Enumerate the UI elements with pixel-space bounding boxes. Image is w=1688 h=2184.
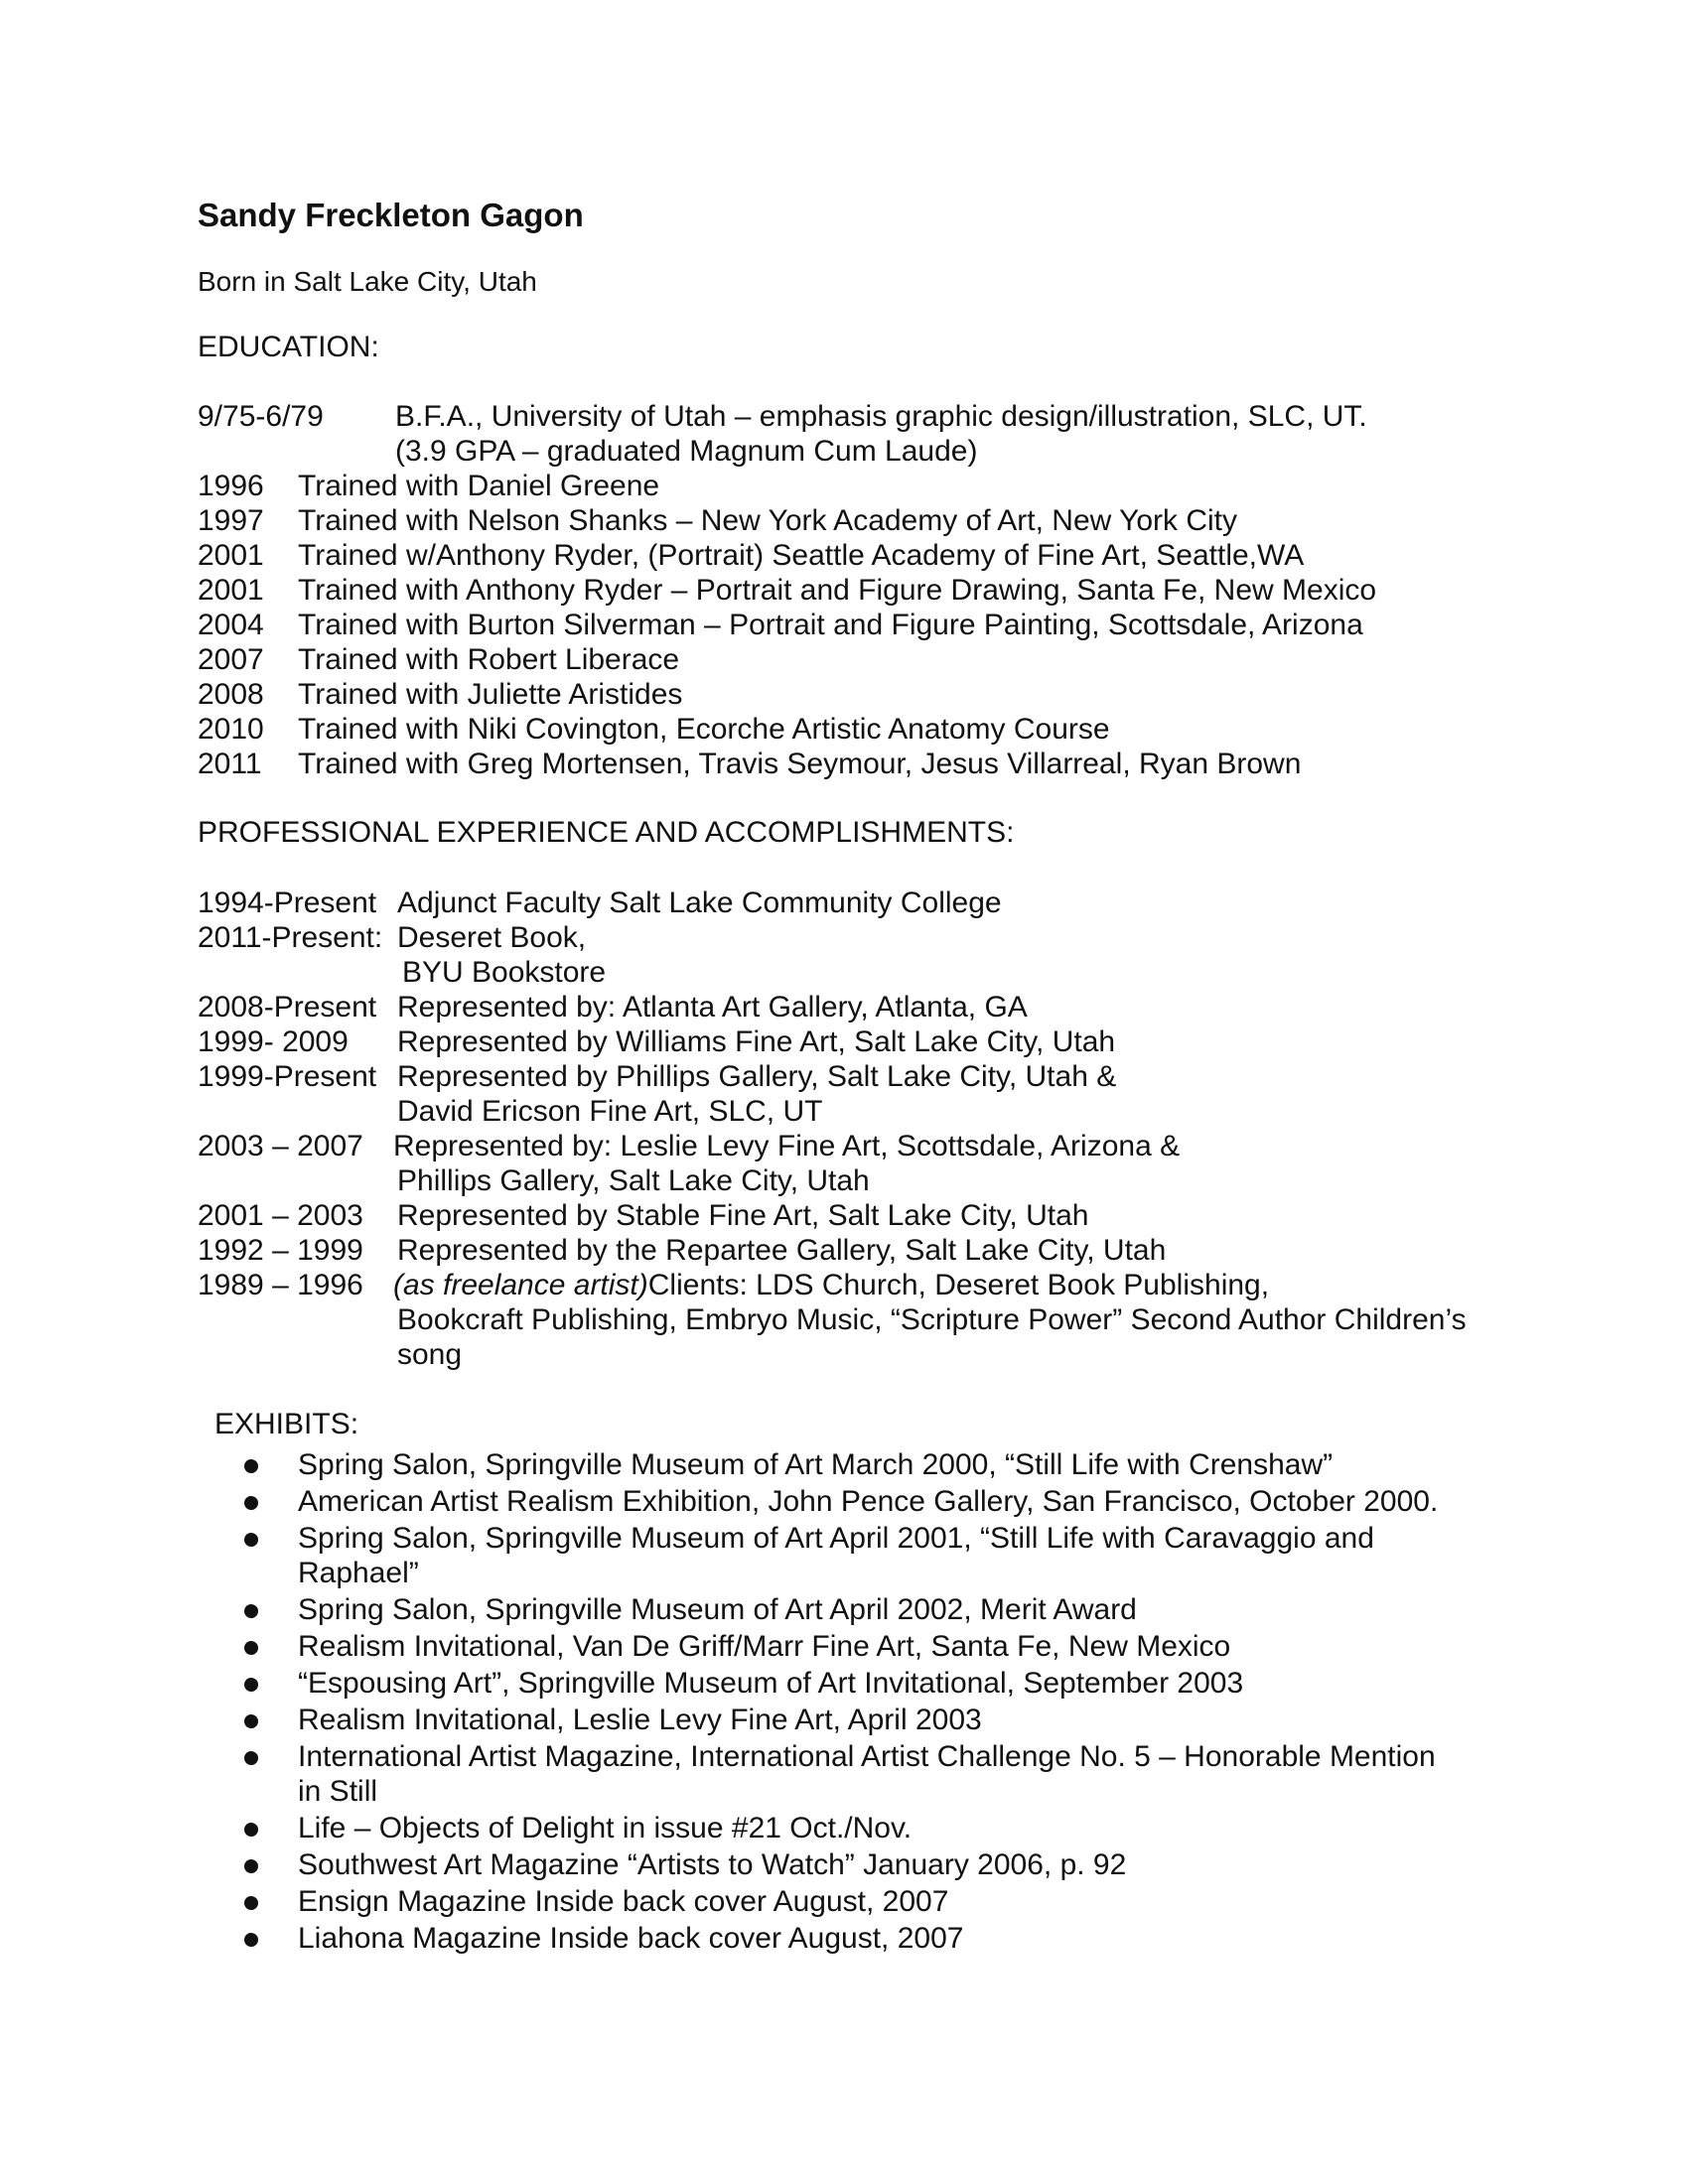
experience-date: 1994-Present: [198, 887, 377, 919]
experience-entry: Represented by: Atlanta Art Gallery, Atlanta, GA: [397, 991, 1028, 1024]
experience-heading: PROFESSIONAL EXPERIENCE AND ACCOMPLISHMENTS:: [198, 816, 1015, 849]
education-heading: EDUCATION:: [198, 331, 379, 363]
exhibits-heading: EXHIBITS:: [214, 1408, 359, 1440]
experience-entry-clients: Clients: LDS Church, Deseret Book Publishing,: [647, 1269, 1270, 1301]
bullet-icon: [244, 1751, 258, 1765]
bullet-icon: [244, 1678, 258, 1692]
bullet-icon: [244, 1896, 258, 1910]
experience-date: 2011-Present:: [198, 921, 383, 954]
bullet-icon: [244, 1496, 258, 1510]
education-entry: Trained with Niki Covington, Ecorche Artistic Anatomy Course: [298, 713, 1110, 746]
experience-date: 1992 – 1999: [198, 1234, 363, 1267]
experience-entry: Represented by Williams Fine Art, Salt Lake City, Utah: [397, 1025, 1116, 1058]
birthplace: Born in Salt Lake City, Utah: [198, 266, 537, 297]
bullet-icon: [244, 1641, 258, 1655]
education-degree-date: 9/75-6/79: [198, 400, 324, 433]
education-entry: Trained with Greg Mortensen, Travis Seymour, Jesus Villarreal, Ryan Brown: [298, 748, 1302, 780]
exhibit-item: Southwest Art Magazine “Artists to Watch” January 2006, p. 92: [298, 1848, 1127, 1881]
experience-entry-continued: song: [397, 1338, 463, 1371]
education-entry: Trained with Robert Liberace: [298, 643, 680, 676]
education-year: 2007: [198, 643, 264, 676]
education-year: 2011: [198, 748, 262, 780]
freelance-note: (as freelance artist): [393, 1269, 648, 1301]
experience-entry-continued: David Ericson Fine Art, SLC, UT: [397, 1095, 823, 1128]
experience-entry-continued: Phillips Gallery, Salt Lake City, Utah: [397, 1164, 870, 1197]
exhibit-item: Liahona Magazine Inside back cover August, 2007: [298, 1922, 964, 1955]
education-year: 1997: [198, 504, 264, 537]
experience-entry: Deseret Book,: [397, 921, 587, 954]
education-year: 2001: [198, 539, 264, 572]
education-entry: Trained with Anthony Ryder – Portrait and Figure Drawing, Santa Fe, New Mexico: [298, 574, 1377, 607]
exhibit-item: Spring Salon, Springville Museum of Art April 2002, Merit Award: [298, 1593, 1137, 1626]
experience-date: 2001 – 2003: [198, 1199, 363, 1232]
education-entry: Trained w/Anthony Ryder, (Portrait) Seattle Academy of Fine Art, Seattle,WA: [298, 539, 1305, 572]
education-entry: Trained with Daniel Greene: [298, 470, 660, 502]
bullet-icon: [244, 1859, 258, 1873]
education-year: 2001: [198, 574, 264, 607]
experience-date: 2003 – 2007: [198, 1130, 363, 1162]
exhibit-item: Spring Salon, Springville Museum of Art March 2000, “Still Life with Crenshaw”: [298, 1448, 1334, 1481]
experience-entry: Represented by Stable Fine Art, Salt Lake City, Utah: [397, 1199, 1089, 1232]
education-degree-line2: (3.9 GPA – graduated Magnum Cum Laude): [395, 435, 978, 468]
education-year: 2008: [198, 678, 264, 711]
experience-entry: [393, 1268, 1269, 1302]
education-year: 2004: [198, 609, 264, 641]
experience-date: 2008-Present: [198, 991, 377, 1024]
bullet-icon: [244, 1714, 258, 1728]
experience-entry-continued: Bookcraft Publishing, Embryo Music, “Scripture Power” Second Author Children’s: [397, 1303, 1467, 1336]
exhibit-item: Realism Invitational, Van De Griff/Marr Fine Art, Santa Fe, New Mexico: [298, 1630, 1231, 1663]
experience-entry: Represented by: Leslie Levy Fine Art, Scottsdale, Arizona &: [393, 1130, 1181, 1162]
experience-entry: Represented by Phillips Gallery, Salt Lake City, Utah &: [397, 1060, 1117, 1093]
page-title: Sandy Freckleton Gagon: [198, 197, 584, 233]
exhibit-item: Ensign Magazine Inside back cover August, 2007: [298, 1885, 949, 1918]
exhibit-item-continued: Raphael”: [298, 1557, 419, 1589]
experience-date: 1989 – 1996: [198, 1269, 363, 1301]
experience-date: 1999-Present: [198, 1060, 377, 1093]
exhibit-item: Spring Salon, Springville Museum of Art April 2001, “Still Life with Caravaggio and: [298, 1522, 1374, 1555]
education-year: 1996: [198, 470, 264, 502]
experience-date: 1999- 2009: [198, 1025, 349, 1058]
bullet-icon: [244, 1933, 258, 1947]
experience-entry: Represented by the Repartee Gallery, Salt Lake City, Utah: [397, 1234, 1167, 1267]
education-year: 2010: [198, 713, 264, 746]
exhibit-item: International Artist Magazine, International Artist Challenge No. 5 – Honorable Mention: [298, 1740, 1436, 1773]
bullet-icon: [244, 1823, 258, 1837]
education-entry: Trained with Nelson Shanks – New York Academy of Art, New York City: [298, 504, 1238, 537]
exhibit-item: Realism Invitational, Leslie Levy Fine Art, April 2003: [298, 1704, 982, 1736]
exhibit-item: Life – Objects of Delight in issue #21 Oct./Nov.: [298, 1812, 913, 1844]
bullet-icon: [244, 1459, 258, 1473]
education-entry: Trained with Burton Silverman – Portrait and Figure Painting, Scottsdale, Arizona: [298, 609, 1363, 641]
bullet-icon: [244, 1604, 258, 1618]
education-degree-line1: B.F.A., University of Utah – emphasis graphic design/illustration, SLC, UT.: [395, 400, 1367, 433]
education-entry: Trained with Juliette Aristides: [298, 678, 683, 711]
exhibit-item: American Artist Realism Exhibition, John Pence Gallery, San Francisco, October 2000.: [298, 1485, 1439, 1518]
exhibit-item: “Espousing Art”, Springville Museum of Art Invitational, September 2003: [298, 1667, 1244, 1700]
experience-entry-continued: BYU Bookstore: [402, 956, 607, 989]
exhibit-item-continued: in Still: [298, 1775, 378, 1808]
experience-entry: Adjunct Faculty Salt Lake Community College: [397, 887, 1002, 919]
bullet-icon: [244, 1533, 258, 1547]
